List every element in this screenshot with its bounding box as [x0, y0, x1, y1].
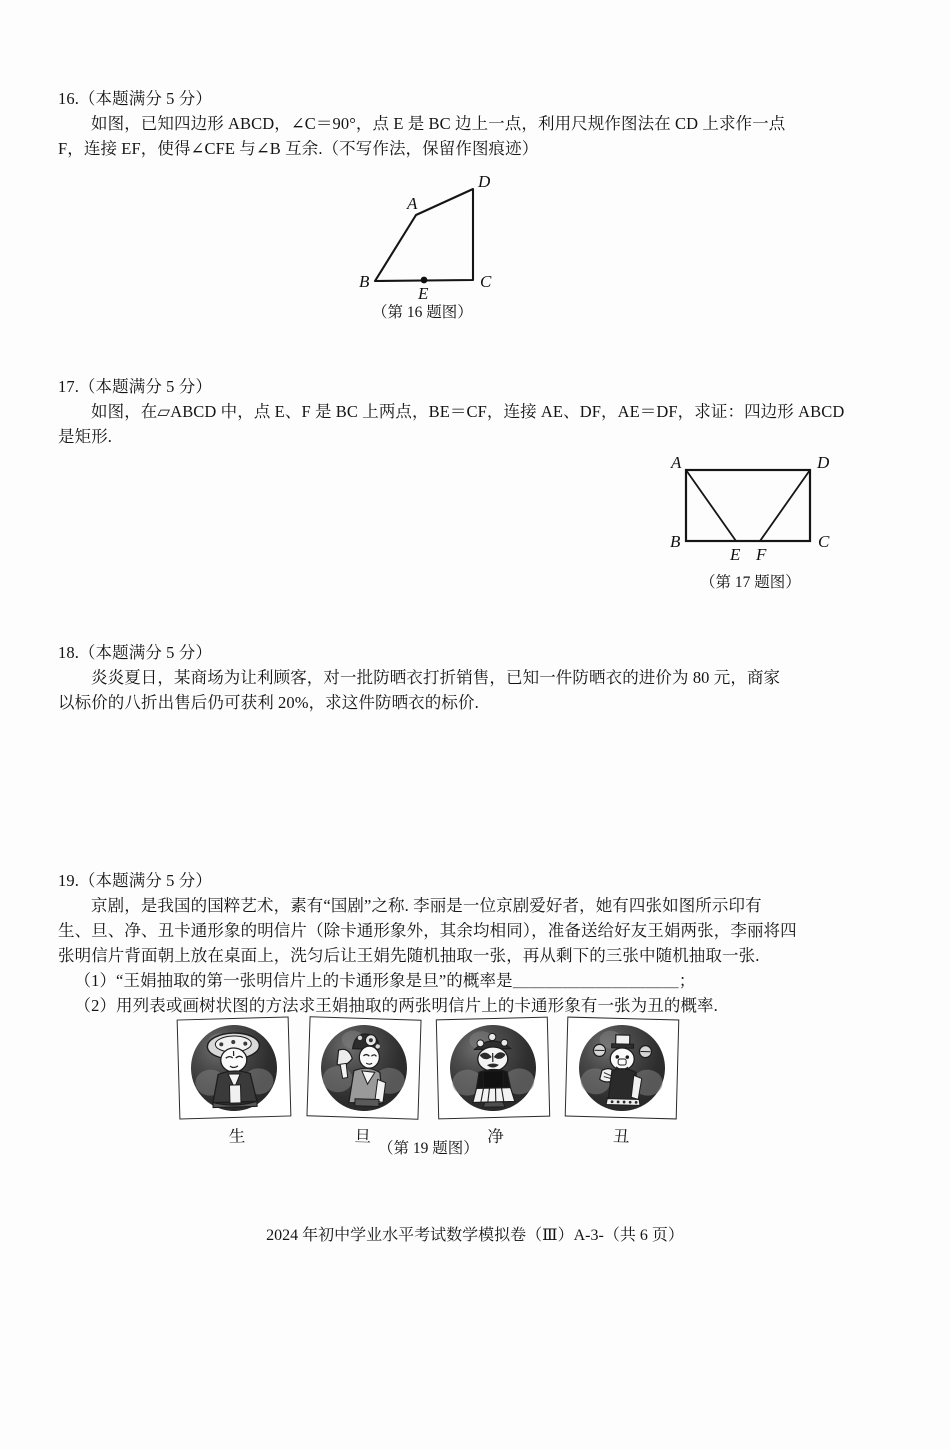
postcard-label-dan: 旦 — [354, 1126, 372, 1147]
question-18-line-1: 炎炎夏日，某商场为让利顾客，对一批防晒衣打折销售，已知一件防晒衣的进价为 80 元，商家 — [91, 668, 781, 687]
quadrilateral-abcd — [375, 189, 473, 281]
vertex-label-d: D — [478, 172, 491, 191]
question-17-line-2: 是矩形. — [58, 427, 113, 446]
page-footer: 2024 年初中学业水平考试数学模拟卷（Ⅲ）A-3-（共 6 页） — [266, 1227, 684, 1244]
opera-figure-sheng — [197, 1028, 271, 1108]
postcard-sheng — [177, 1016, 292, 1147]
question-18-block — [58, 640, 892, 715]
figure-19-caption: （第 19 题图） — [378, 1140, 479, 1157]
figure-17-caption: （第 17 题图） — [700, 574, 801, 591]
question-19-line-3: 张明信片背面朝上放在桌面上，洗匀后让王娟先随机抽取一张，再从剩下的三张中随机抽取一张. — [58, 946, 760, 965]
postcard-jing — [436, 1017, 550, 1147]
point-label-e: E — [418, 284, 429, 303]
question-17-line-1: 如图，在▱ABCD 中，点 E、F 是 BC 上两点，BE＝CF，连接 AE、DF，AE＝DF，求证：四边形 ABCD — [91, 402, 845, 421]
question-19-subitem-2: （2）用列表或画树状图的方法求王娟抽取的两张明信片上的卡通形象有一张为丑的概率. — [74, 996, 718, 1015]
question-19-heading: 19.（本题满分 5 分） — [58, 871, 212, 890]
postcard-label-chou: 丑 — [612, 1126, 630, 1147]
figure-16-svg — [355, 172, 530, 305]
figure-16-caption: （第 16 题图） — [372, 304, 473, 321]
vertex-label-a: A — [671, 453, 682, 472]
question-19-line-1: 京剧，是我国的国粹艺术，素有“国剧”之称. 李丽是一位京剧爱好者，她有四张如图所示印有 — [91, 896, 762, 915]
question-19-subitem-1: （1）“王娟抽取的第一张明信片上的卡通形象是旦”的概率是＿＿＿＿＿＿＿＿＿＿； — [74, 971, 696, 990]
point-label-e: E — [730, 545, 741, 564]
vertex-label-d: D — [817, 453, 830, 472]
rectangle-abcd — [686, 470, 810, 541]
question-17-heading: 17.（本题满分 5 分） — [58, 377, 212, 396]
postcard-dan — [306, 1016, 421, 1147]
question-19-block — [58, 868, 892, 1018]
question-19-line-2: 生、旦、净、丑卡通形象的明信片（除卡通形象外，其余均相同），准备送给好友王娟两张，李丽将四 — [58, 921, 797, 940]
vertex-label-c: C — [818, 532, 830, 551]
segment-df — [760, 470, 810, 541]
question-16-line-2: F，连接 EF，使得∠CFE 与∠B 互余.（不写作法，保留作图痕迹） — [58, 139, 539, 158]
figure-17 — [668, 453, 848, 573]
postcard-chou — [565, 1017, 680, 1147]
question-18-line-2: 以标价的八折出售后仍可获利 20%，求这件防晒衣的标价. — [58, 693, 479, 712]
question-18-heading: 18.（本题满分 5 分） — [58, 643, 212, 662]
opera-figure-chou — [585, 1028, 659, 1108]
question-16-block — [58, 86, 892, 161]
vertex-label-a: A — [407, 194, 418, 213]
vertex-label-b: B — [670, 532, 681, 551]
question-16-heading: 16.（本题满分 5 分） — [58, 89, 212, 108]
opera-figure-jing — [456, 1028, 530, 1108]
vertex-label-b: B — [359, 272, 370, 291]
postcard-label-sheng: 生 — [228, 1126, 246, 1147]
postcard-label-jing: 净 — [487, 1126, 505, 1147]
figure-17-svg — [668, 453, 848, 573]
vertex-label-c: C — [480, 272, 492, 291]
figure-16 — [355, 172, 530, 305]
point-label-f: F — [756, 545, 767, 564]
opera-figure-dan — [327, 1028, 401, 1108]
segment-ae — [686, 470, 736, 541]
question-16-line-1: 如图，已知四边形 ABCD，∠C＝90°，点 E 是 BC 边上一点，利用尺规作图法在 CD 上求作一点 — [91, 114, 786, 133]
question-17-block — [58, 374, 892, 449]
point-e-marker — [421, 277, 428, 284]
